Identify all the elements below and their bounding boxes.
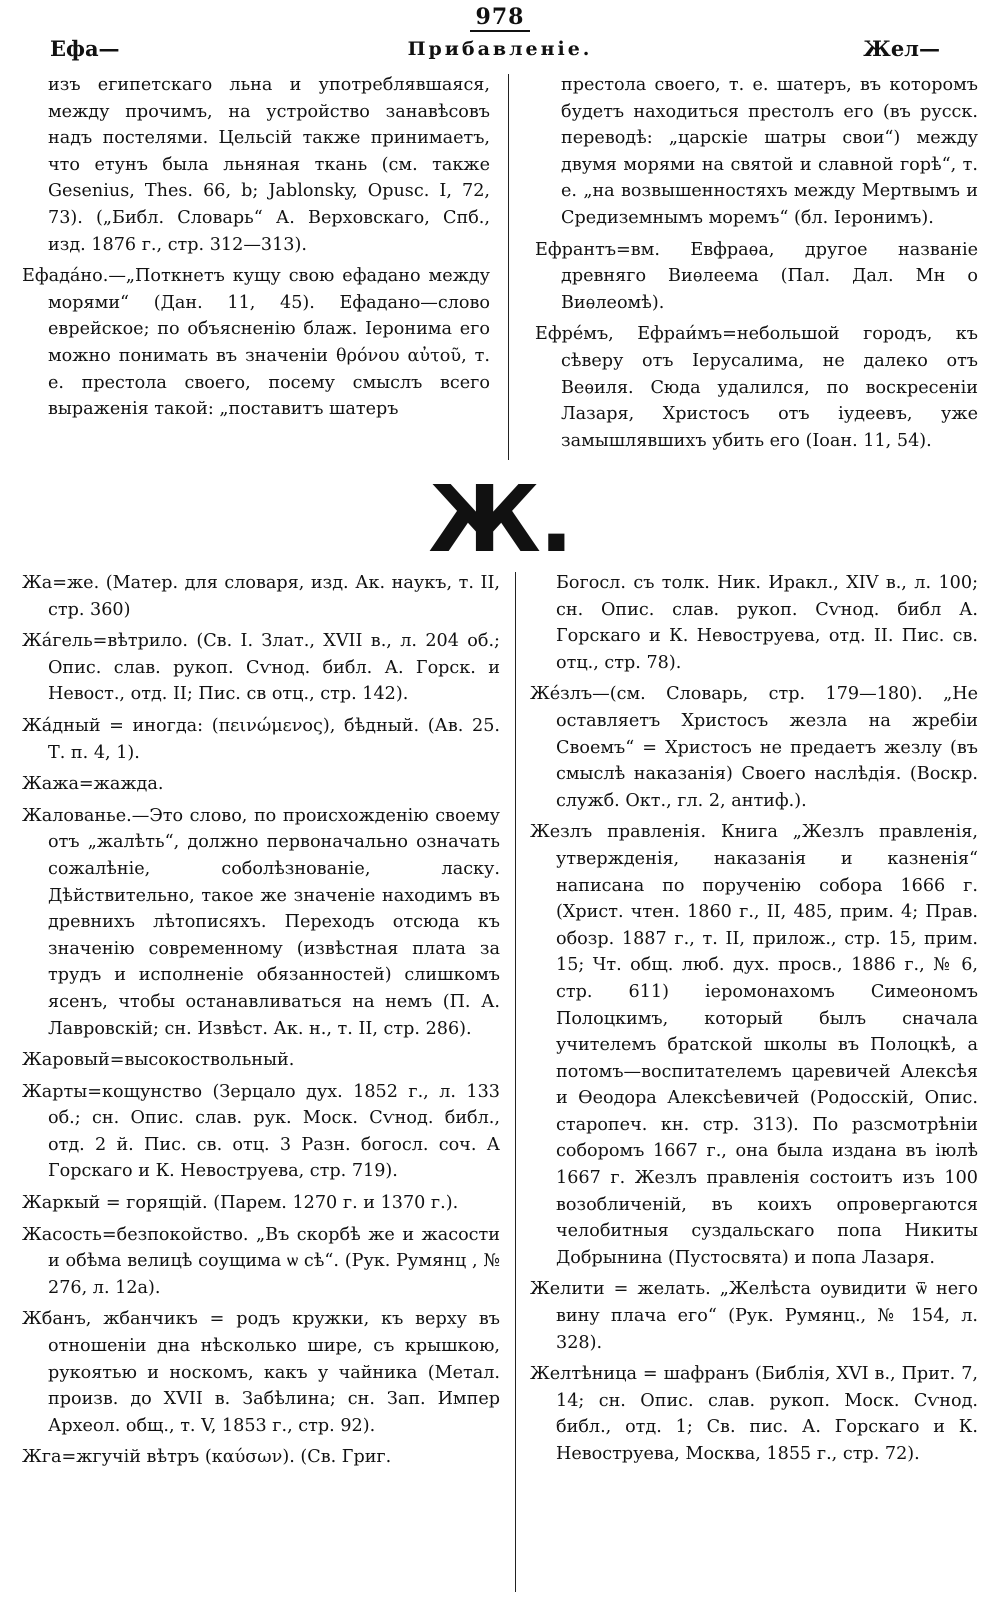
entry-continuation-right: престола своего, т. е. шатеръ, въ которомъ будетъ находиться престолъ его (въ русск. переводѣ: „царскіе шатры свои“) между двумя морями на святой и славной горѣ“, т. е. „на возвышенностяхъ между Мертвымъ и Средиземнымъ моремъ“ (бл. Іеронимъ). — [561, 75, 978, 228]
entry-zhadnyi: Жа́дный = иногда: (πεινώμενος), бѣдный. (Ав. 25. Т. п. 4, 1). — [22, 715, 500, 763]
column-bottom-right — [530, 570, 978, 1473]
entry-zharkyi: Жаркый = горящій. (Парем. 1270 г. и 1370 г.). — [22, 1193, 459, 1214]
page-number — [0, 4, 1000, 30]
entry-efrant: Ефрантъ=вм. Евфраѳа, другое названіе древняго Виѳлеема (Пал. Дал. Мн о Виѳлеомѣ). — [535, 239, 978, 313]
entry-zhezl: Же́злъ—(см. Словарь, стр. 179—180). „Не оставляетъ Христосъ жезла на жребіи Своемъ“ = Христосъ не предаетъ жезлу (въ смыслѣ наказанія) Своего наслѣдія. (Воскр. служб. Окт., гл. 2, антиф.). — [530, 684, 978, 811]
entry-zhagel: Жа́гель=вѣтрило. (Св. I. Злат., XVII в., л. 204 об.; Опис. слав. рукоп. Сѵнод. библ. А. Горск. и Невост., отд. II; Пис. св отц., стр. 142). — [22, 631, 500, 705]
column-top-right — [535, 72, 978, 459]
entry-zhazha: Жажа=жажда. — [22, 774, 164, 795]
column-divider-top — [508, 74, 509, 460]
entry-zharty: Жарты=кощунство (Зерцало дух. 1852 г., л. 133 об.; сн. Опис. слав. рук. Моск. Сѵнод. библ., отд. 2 й. Пис. св. отц. 3 Разн. богосл. соч. А Горскаго и К. Невоструева, стр. 719). — [22, 1081, 500, 1182]
entry-zhezl-pravleniya: Жезлъ правленія. Книга „Жезлъ правленія, утвержденія, наказанія и казненія“ написана по порученію собора 1666 г. (Христ. чтен. 1860 г., II, 485, прим. 4; Прав. обозр. 1887 г., т. II, прилож., стр. 15, прим. 15; Чт. общ. люб. дух. просв., 1886 г., № 6, стр. 611) іеромонахомъ Симеономъ Полоцкимъ, который былъ сначала учителемъ братской школы въ Полоцкѣ, а потомъ—воспитателемъ царевичей Алексѣя и Ѳеодора Алексѣевичей (Родосскій, Опис. старопеч. кн. стр. 313). По разсмотрѣніи соборомъ 1667 г., она была издана въ іюлѣ 1667 г. Жезлъ правленія состоитъ изъ 100 возобличеній, въ коихъ опровергаются челобитныя суздальскаго попа Никиты Добрынина (Пустосвята) и попа Лазаря. — [530, 822, 978, 1268]
entry-zheliti: Желити = желать. „Желѣста оувидити ѿ него вину плача его“ (Рук. Румянц., № 154, л. 328). — [530, 1279, 978, 1353]
header-section-title: Прибавленіе. — [407, 38, 593, 60]
entry-zhban: Жбанъ, жбанчикъ = родъ кружки, къ верху въ отношеніи дна нѣсколько шире, съ крышкою, рукоятью и носкомъ, какъ у чайника (Метал. произв. до XVII в. Забѣлина; сн. Зап. Импер Археол. общ., т. V, 1853 г., стр. 92). — [22, 1309, 500, 1436]
running-header — [40, 36, 960, 68]
entry-zhalovanie: Жалованье.—Это слово, по происхожденію своему отъ „жалѣть“, должно первоначально означать сожалѣніе, соболѣзнованіе, ласку. Дѣйствительно, такое же значеніе находимъ въ древнихъ лѣтописяхъ. Переходъ отсюда къ значенію современному (извѣстная плата за трудъ и исполненіе обязанностей) слишкомъ ясенъ, чтобы останавливаться на немъ (П. А. Лавровскій; сн. Извѣст. Ак. н., т. II, стр. 286). — [22, 805, 500, 1039]
entry-zheltenitsa: Желтѣница = шафранъ (Библія, XVI в., Прит. 7, 14; сн. Опис. слав. рукоп. Моск. Сѵнод. библ., отд. 1; Св. пис. А. Горскаго и К. Невоструева, Москва, 1855 г., стр. 72). — [530, 1364, 978, 1464]
entry-efrem: Ефре́мъ, Ефраи́мъ=небольшой городъ, къ сѣверу отъ Іерусалима, не далеко отъ Веѳиля. Сюда удалился, по воскресеніи Лазаря, Христосъ отъ іудеевъ, уже замышлявшихъ убить его (Іоан. 11, 54). — [535, 324, 978, 451]
entry-continuation-zhga: Богосл. съ толк. Ник. Иракл., XIV в., л. 100; сн. Опис. слав. рукоп. Сѵнод. библ А. Горскаго и К. Невоструева, отд. II. Пис. св. отц., стр. 78). — [556, 573, 978, 673]
column-divider-bottom — [515, 572, 516, 1592]
entry-zharovyi: Жаровый=высокоствольный. — [22, 1050, 295, 1071]
column-top-left — [22, 72, 490, 428]
entry-zhga: Жга=жгучій вѣтръ (καύσων). (Св. Григ. — [22, 1447, 392, 1468]
header-left-guide-word: Ефа— — [50, 36, 120, 61]
entry-zhasost: Жасость=безпокойство. „Въ скорбѣ же и жасости и обѣма велицѣ соущима ѡ сѣ“. (Рук. Румянц , № 276, л. 12а). — [22, 1224, 500, 1298]
section-letter: Ж. — [428, 466, 572, 573]
entry-efadano: Ефада́но.—„Поткнетъ кущу свою ефадано между морями“ (Дан. 11, 45). Ефадано—слово еврейское; по объясненію блаж. Іеронима его можно понимать въ значеніи θρόνου αὐτοῦ, т. е. престола своего, посему смыслъ всего выраженія такой: „поставитъ шатеръ — [22, 266, 490, 420]
header-right-guide-word: Жел— — [863, 36, 940, 61]
page-number-text: 978 — [470, 4, 531, 32]
entry-zha: Жа=же. (Матер. для словаря, изд. Ак. наукъ, т. II, стр. 360) — [22, 573, 500, 620]
column-bottom-left — [22, 570, 500, 1476]
entry-continuation: изъ египетскаго льна и употреблявшаяся, между прочимъ, на устройство занавѣсовъ надъ постелями. Цельсій также принимаетъ, что етунъ была льняная ткань (см. также Gesenius, Thes. 66, b; Jablonsky, Opusc. I, 72, 73). („Библ. Словарь“ А. Верховскаго, Спб., изд. 1876 г., стр. 312—313). — [48, 75, 490, 255]
